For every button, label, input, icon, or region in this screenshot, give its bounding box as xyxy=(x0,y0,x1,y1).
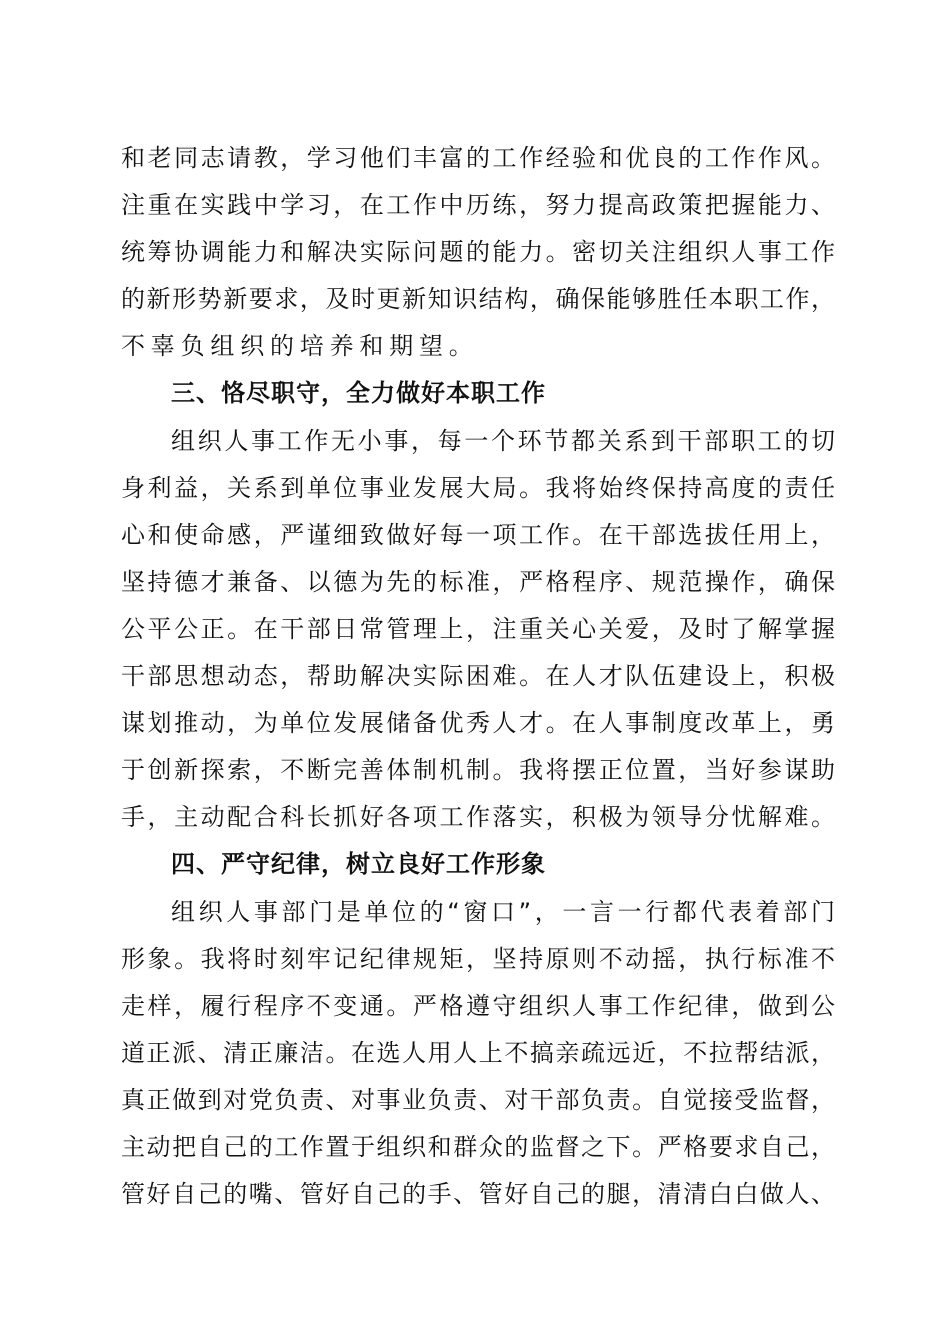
document-page xyxy=(121,135,835,1218)
paragraph-line: 坚持德才兼备、以德为先的标准，严格程序、规范操作，确保 xyxy=(121,567,835,596)
paragraph-line: 组织人事工作无小事，每一个环节都关系到干部职工的切 xyxy=(171,426,835,455)
paragraph-line: 形象。我将时刻牢记纪律规矩，坚持原则不动摇，执行标准不 xyxy=(121,944,835,973)
paragraph-line: 不辜负组织的培养和期望。 xyxy=(121,332,479,361)
paragraph-line: 于创新探索，不断完善体制机制。我将摆正位置，当好参谋助 xyxy=(121,756,835,785)
paragraph-line: 谋划推动，为单位发展储备优秀人才。在人事制度改革上，勇 xyxy=(121,709,835,738)
paragraph-line: 和老同志请教，学习他们丰富的工作经验和优良的工作作风。 xyxy=(121,144,835,172)
paragraph-line: 统筹协调能力和解决实际问题的能力。密切关注组织人事工作 xyxy=(121,238,835,267)
section-heading: 四、严守纪律，树立良好工作形象 xyxy=(171,850,546,879)
paragraph-line: 主动把自己的工作置于组织和群众的监督之下。严格要求自己， xyxy=(121,1132,835,1161)
paragraph-line: 道正派、清正廉洁。在选人用人上不搞亲疏远近，不拉帮结派， xyxy=(121,1038,835,1067)
paragraph-line: 注重在实践中学习，在工作中历练，努力提高政策把握能力、 xyxy=(121,191,835,220)
paragraph-line: 走样，履行程序不变通。严格遵守组织人事工作纪律，做到公 xyxy=(121,991,835,1020)
paragraph-line: 心和使命感，严谨细致做好每一项工作。在干部选拔任用上， xyxy=(121,520,835,549)
section-heading: 三、恪尽职守，全力做好本职工作 xyxy=(171,379,546,408)
paragraph-line: 身利益，关系到单位事业发展大局。我将始终保持高度的责任 xyxy=(121,473,835,502)
paragraph-line: 手，主动配合科长抓好各项工作落实，积极为领导分忧解难。 xyxy=(121,803,835,832)
paragraph-line: 真正做到对党负责、对事业负责、对干部负责。自觉接受监督， xyxy=(121,1085,835,1114)
paragraph-line: 公平公正。在干部日常管理上，注重关心关爱，及时了解掌握 xyxy=(121,614,835,643)
paragraph-line: 管好自己的嘴、管好自己的手、管好自己的腿，清清白白做人、 xyxy=(121,1180,835,1209)
paragraph-line: 的新形势新要求，及时更新知识结构，确保能够胜任本职工作， xyxy=(121,285,835,314)
paragraph-line: 组织人事部门是单位的“窗口”，一言一行都代表着部门 xyxy=(171,897,835,926)
paragraph-line: 干部思想动态，帮助解决实际困难。在人才队伍建设上，积极 xyxy=(121,662,835,691)
